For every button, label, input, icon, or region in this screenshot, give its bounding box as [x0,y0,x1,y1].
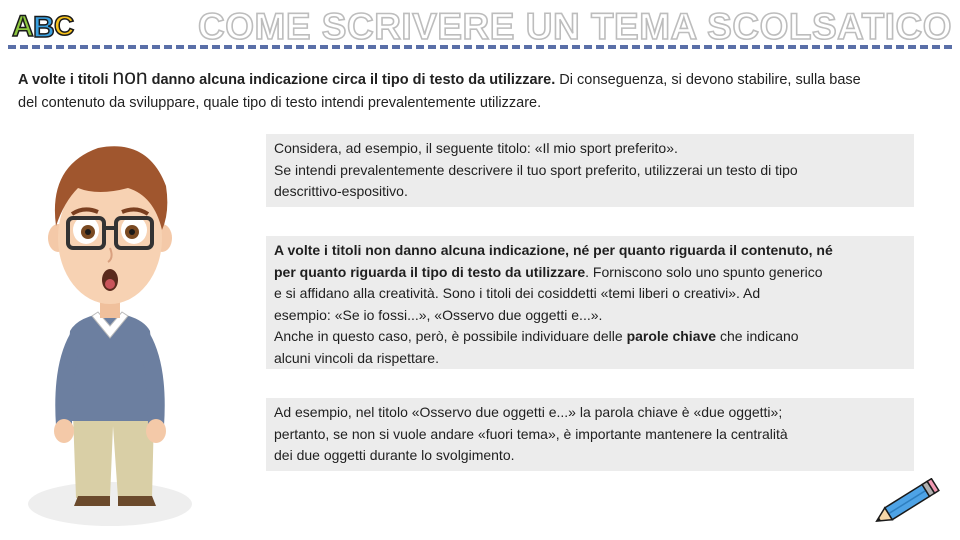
intro-paragraph [18,66,948,115]
box3-line-3: dei due oggetti durante lo svolgimento. [274,447,515,463]
box2-bold-2: per quanto riguarda il tipo di testo da utilizzare [274,263,586,280]
example-box-1 [266,134,914,207]
box1-line-2: Se intendi prevalentemente descrivere il tuo sport preferito, utilizzerai un testo di tipo [274,161,798,178]
box3-line-1: Ad esempio, nel titolo «Osservo due oggetti e...» la parola chiave è «due oggetti»; [274,404,783,420]
intro-rest-line-1: Di conseguenza, si devono stabilire, sulla base [555,72,861,88]
intro-bold-suffix: danno alcuna indicazione circa il tipo di testo da utilizzare. [147,72,556,88]
box2-after-bold-2: . Forniscono solo uno spunto generico [585,263,823,280]
intro-bold-prefix: A volte i titoli [18,72,113,88]
box3-line-2: pertanto, se non si vuole andare «fuori tema», è importante mantenere la centralità [274,425,788,442]
svg-text:A: A [12,10,34,42]
box1-line-3: descrittivo-espositivo. [274,183,408,199]
box2-line-2 [274,262,906,284]
title-divider [8,45,952,49]
box1-line-1: Considera, ad esempio, il seguente titolo: «Il mio sport preferito». [274,140,678,156]
box2-bold-1: A volte i titoli non danno alcuna indicazione, né per quanto riguarda il contenuto, né [274,242,833,258]
intro-line-1 [18,66,948,92]
box2-line5-pre: Anche in questo caso, però, è possibile individuare delle [274,328,627,344]
intro-big-word: non [112,66,148,89]
box2-line-1 [274,240,906,262]
svg-text:B: B [33,11,55,42]
header [0,0,960,50]
box2-keyword: parole chiave [626,328,717,344]
boy-character-illustration [18,126,208,536]
page-title: COME SCRIVERE UN TEMA SCOLSATICO [198,6,952,47]
intro-line-2: del contenuto da sviluppare, quale tipo di testo intendi prevalentemente utilizzare. [18,95,542,111]
pencil-icon [870,478,942,530]
example-box-3 [266,398,914,471]
box2-line-6: alcuni vincoli da rispettare. [274,349,439,366]
example-box-2 [266,236,914,369]
svg-text:C: C [54,10,75,41]
box2-line-4: esempio: «Se io fossi...», «Osservo due oggetti e...». [274,306,603,323]
box2-line-3: e si affidano alla creatività. Sono i titoli dei cosiddetti «temi liberi o creativi». Ad [274,285,761,301]
box2-line-5 [274,326,906,348]
box2-line5-post: che indicano [716,328,799,344]
